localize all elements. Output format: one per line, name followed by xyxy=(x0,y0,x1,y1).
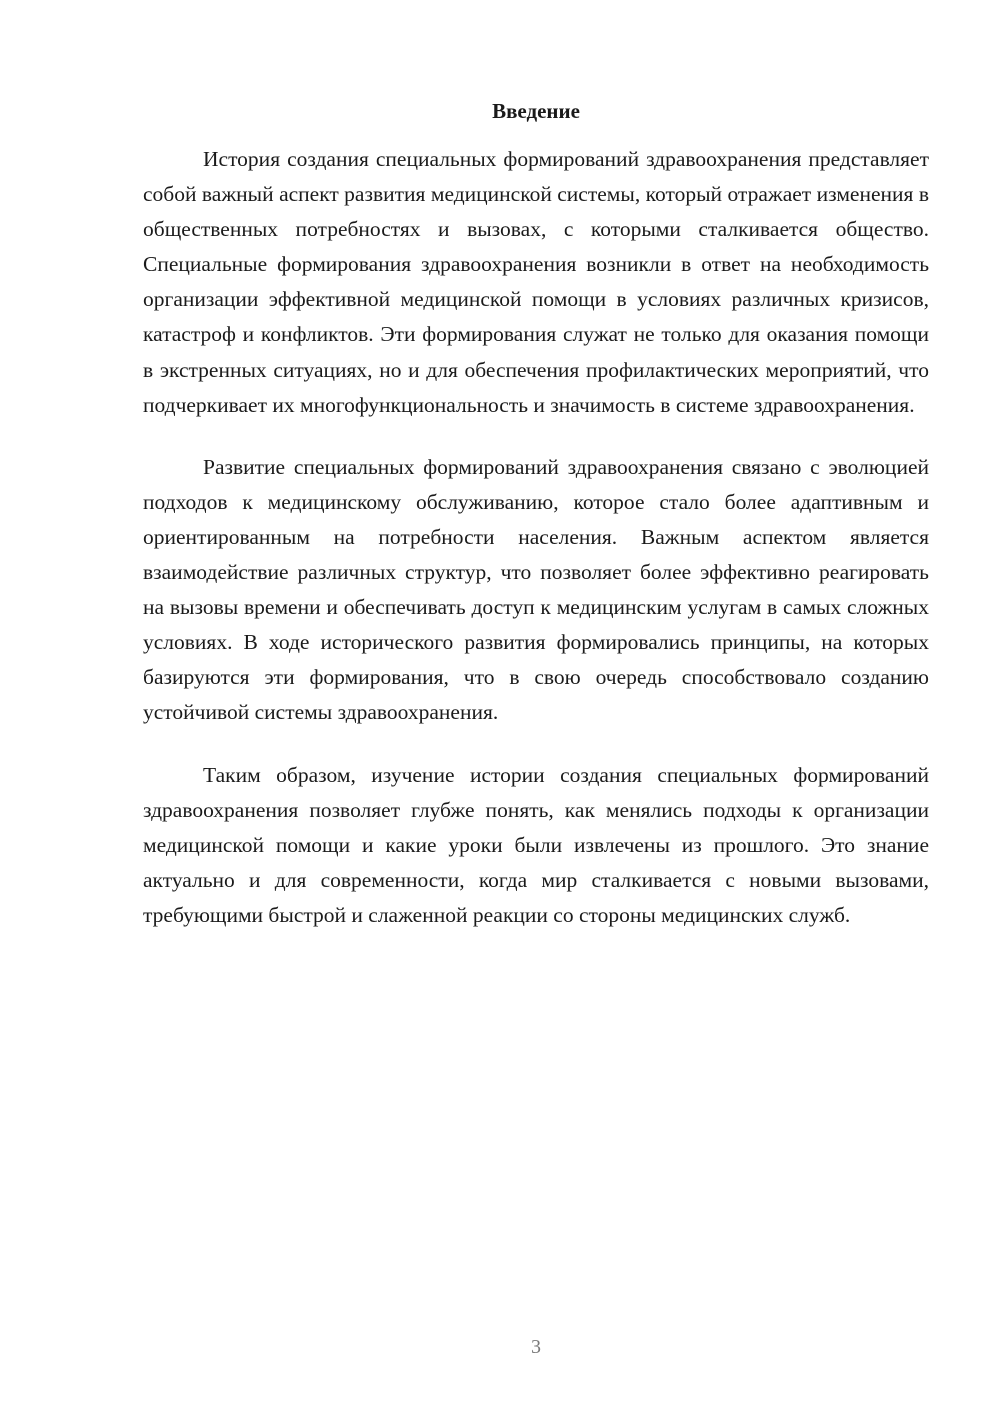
paragraph-3: Таким образом, изучение истории создания специальных формирований здравоохранения позволяет глубже понять, как менялись подходы к организации медицинской помощи и какие уроки были извлечены из прошлого. Это знание актуально и для современности, когда мир сталкивается с новыми вызовами, требующими быстрой и слаженной реакции со стороны медицинских служб. xyxy=(143,762,929,927)
document-body xyxy=(143,142,929,960)
section-heading: Введение xyxy=(492,99,580,123)
paragraph-2: Развитие специальных формирований здравоохранения связано с эволюцией подходов к медицинскому обслуживанию, которое стало более адаптивным и ориентированным на потребности населения. Важным аспектом является взаимодействие различных структур, что позволяет более эффективно реагировать на вызовы времени и обеспечивать доступ к медицинским услугам в самых сложных условиях. В ходе исторического развития формировались принципы, на которых базируются эти формирования, что в свою очередь способствовало созданию устойчивой системы здравоохранения. xyxy=(143,454,929,725)
page-number: 3 xyxy=(531,1336,541,1358)
paragraph-1: История создания специальных формирований здравоохранения представляет собой важный аспект развития медицинской системы, который отражает изменения в общественных потребностях и вызовах, с которыми сталкивается общество. Специальные формирования здравоохранения возникли в ответ на необходимость организации эффективной медицинской помощи в условиях различных кризисов, катастроф и конфликтов. Эти формирования служат не только для оказания помощи в экстренных ситуациях, но и для обеспечения профилактических мероприятий, что подчеркивает их многофункциональность и значимость в системе здравоохранения. xyxy=(143,147,929,417)
